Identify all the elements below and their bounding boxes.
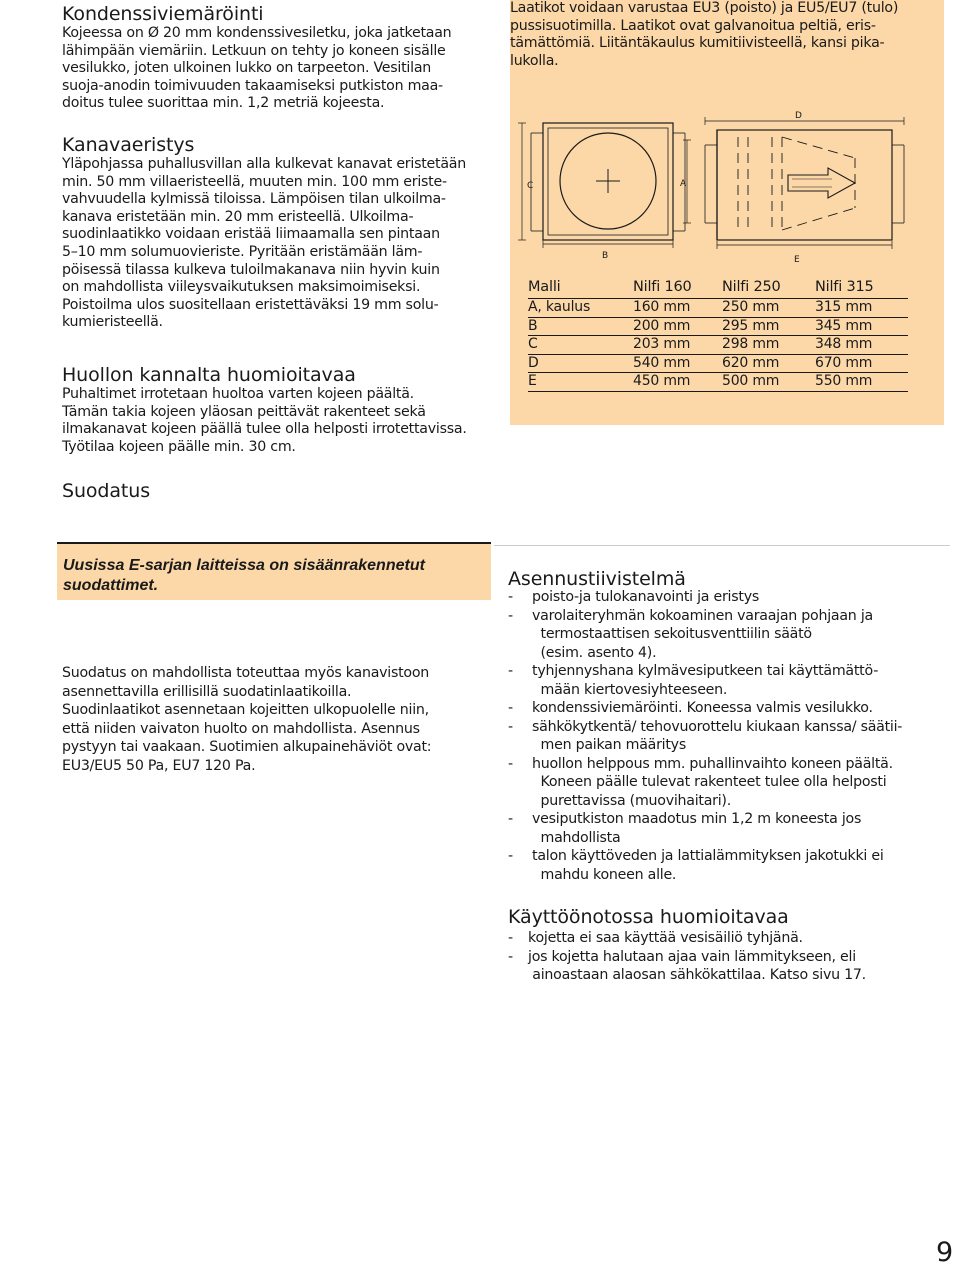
insulation-body: Yläpohjassa puhallusvillan alla kulkevat kanavat eristetään min. 50 mm villaeristeellä, muuten min. 100 mm eriste- vahvuudella kylmissä tiloissa. Lämpöisen tilan ulkoilma- kanava eristetään min. 20 mm eristeellä. Ulkoilma- suodinlaatikko voidaan eristää liimaamalla sen pintaan 5–10 mm solumuovieriste. Pyritään eristämään läm- pöisessä tilassa kulkeva tuloilmakanava niin hyvin kuin on mahdollista viileysvaikutuksen maksimoimiseksi. Poistoilma ulos suositellaan eristettäväksi 19 mm solu- kumieristeellä. [62, 156, 466, 331]
list-item: - vesiputkiston maadotus min 1,2 m koneesta jos mahdollista [508, 811, 862, 846]
list-item: - jos kojetta halutaan ajaa vain lämmitykseen, eli ainoastaan alaosan sähkökattilaa. Katso sivu 17. [508, 948, 866, 983]
notice-box [57, 542, 491, 600]
install-checklist-panel [494, 545, 950, 911]
insulation-heading: Kanavaeristys [62, 134, 195, 156]
condensate-body: Kojeessa on Ø 20 mm kondenssivesiletku, joka jatketaan lähimpään viemäriin. Letkuun on tehty jo koneen sisälle vesilukko, joten ulkoinen lukko on tarpeeton. Vesitilan suoja-anodin toimivuuden takaamiseksi putkiston maa- doitus tulee suorittaa min. 1,2 metriä kojeesta. [62, 25, 452, 112]
install-list [508, 588, 948, 884]
commissioning-list [508, 929, 948, 985]
condensate-heading: Kondenssiviemäröinti [62, 3, 264, 25]
table-header-cell: Nilfi 250 [722, 276, 815, 299]
label-c: C [527, 181, 534, 191]
label-b: B [602, 251, 609, 261]
table-header-cell: Nilfi 315 [815, 276, 908, 299]
table-row: D 540 mm 620 mm 670 mm [528, 354, 908, 373]
list-item: - sähkökytkentä/ tehovuorottelu kiukaan kanssa/ säätii- men paikan määritys [508, 718, 903, 753]
condensate-section [62, 3, 492, 113]
table-header-row [528, 276, 908, 299]
insulation-section [62, 134, 492, 332]
filterbox-intro: Laatikot voidaan varustaa EU3 (poisto) ja EU5/EU7 (tulo) pussisuotimilla. Laatikot ovat galvanoitua peltiä, eris- tämättömiä. Liitäntäkaulus kumitiivisteellä, kansi pika- lukolla. [510, 0, 899, 69]
label-a: A [680, 179, 687, 189]
filtering-body: Suodatus on mahdollista toteuttaa myös kanavistoon asennettavilla erillisillä suodatinlaatikoilla. Suodinlaatikot asennetaan kojeitten ulkopuolelle niin, että niiden vaivaton huolto on mahdollista. Asennus pystyyn tai vaakaan. Suotimien alkupainehäviöt ovat: EU3/EU5 50 Pa, EU7 120 Pa. [62, 665, 432, 774]
commissioning-heading: Käyttöönotossa huomioitavaa [508, 906, 789, 928]
table-row: B 200 mm 295 mm 345 mm [528, 317, 908, 336]
label-d: D [795, 111, 802, 121]
filterbox-dimension-table [528, 276, 908, 392]
list-item: - tyhjennyshana kylmävesiputkeen tai käyttämättö- mään kiertovesiyhteeseen. [508, 663, 879, 698]
notice-text: Uusissa E-sarjan laitteissa on sisäänrakennetut suodattimet. [63, 557, 425, 594]
list-item: - huollon helppous mm. puhallinvaihto koneen päältä. Koneen päälle tulevat rakenteet tulee olla helposti purettavissa (muovihaitari). [508, 755, 893, 809]
install-heading: Asennustiivistelmä [508, 568, 686, 590]
commissioning-section [508, 906, 948, 985]
list-item: - kondenssiviemäröinti. Koneessa valmis vesilukko. [508, 700, 873, 716]
list-item: - talon käyttöveden ja lattialämmityksen jakotukki ei mahdu koneen alle. [508, 848, 884, 883]
table-row: A, kaulus 160 mm 250 mm 315 mm [528, 299, 908, 318]
page-number: 9 [936, 1237, 954, 1268]
filterbox-diagram [510, 100, 944, 270]
airflow-arrow [788, 168, 855, 198]
service-body: Puhaltimet irrotetaan huoltoa varten kojeen päältä. Tämän takia kojeen yläosan peittävät rakenteet sekä ilmakanavat kojeen päällä tulee olla helposti irrotettavissa. Työtilaa kojeen päälle min. 30 cm. [62, 386, 467, 455]
table-header-cell: Nilfi 160 [633, 276, 722, 299]
filterbox-panel [510, 0, 944, 425]
service-heading: Huollon kannalta huomioitavaa [62, 364, 356, 386]
table-row: E 450 mm 500 mm 550 mm [528, 373, 908, 392]
table-row: C 203 mm 298 mm 348 mm [528, 336, 908, 355]
table-header-cell: Malli [528, 276, 633, 299]
list-item: - kojetta ei saa käyttää vesisäiliö tyhjänä. [508, 930, 803, 946]
filtering-heading: Suodatus [62, 480, 151, 502]
label-e: E [794, 255, 800, 265]
list-item: - varolaiteryhmän kokoaminen varaajan pohjaan ja termostaattisen sekoitusventtiilin säätö (esim. asento 4). [508, 607, 873, 661]
list-item: - poisto-ja tulokanavointi ja eristys [508, 589, 759, 605]
service-section [62, 364, 492, 456]
